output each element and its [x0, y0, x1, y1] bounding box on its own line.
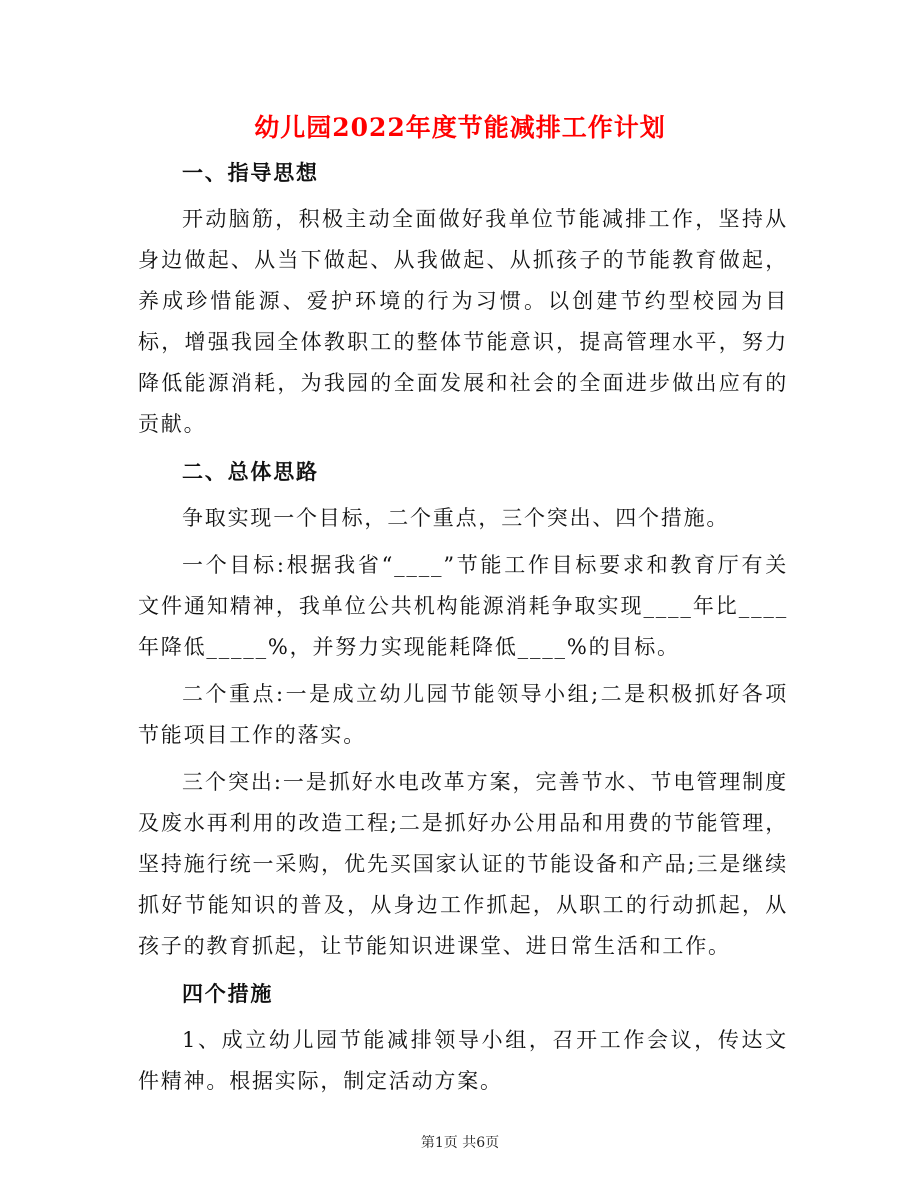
paragraph-guiding-ideology: 开动脑筋，积极主动全面做好我单位节能减排工作，坚持从身边做起、从当下做起、从我做起、从抓孩子的节能教育做起，养成珍惜能源、爱护环境的行为习惯。以创建节约型校园为目标，增强我园全体教职工的整体节能意识，提高管理水平，努力降低能源消耗，为我园的全面发展和社会的全面进步做出应有的贡献。 [138, 207, 788, 436]
paragraph-three-highlights: 三个突出:一是抓好水电改革方案，完善节水、节电管理制度及废水再利用的改造工程;二是抓好办公用品和用费的节能管理，坚持施行统一采购，优先买国家认证的节能设备和产品;三是继续抓好节能知识的普及，从身边工作抓起，从职工的行动抓起，从孩子的教育抓起，让节能知识进课堂、进日常生活和工作。 [138, 770, 788, 958]
section-heading-four-measures: 四个措施 [182, 981, 274, 1006]
paragraph-measure-1: 1、成立幼儿园节能减排领导小组，召开工作会议，传达文件精神。根据实际，制定活动方案。 [138, 1028, 788, 1093]
section-heading-guiding-ideology: 一、指导思想 [182, 160, 319, 185]
document-title: 幼儿园2022年度节能减排工作计划 [254, 113, 666, 142]
paragraph-two-focuses: 二个重点:一是成立幼儿园节能领导小组;二是积极抓好各项节能项目工作的落实。 [138, 682, 788, 747]
paragraph-overall-summary: 争取实现一个目标，二个重点，三个突出、四个措施。 [182, 506, 730, 530]
paragraph-one-goal: 一个目标:根据我省“____”节能工作目标要求和教育厅有关文件通知精神，我单位公共机构能源消耗争取实现____年比____年降低_____%，并努力实现能耗降低____%的目标。 [138, 553, 788, 659]
section-heading-overall-approach: 二、总体思路 [182, 459, 319, 484]
document-body [138, 152, 788, 1108]
page-number-footer: 第1页 共6页 [420, 1135, 500, 1151]
